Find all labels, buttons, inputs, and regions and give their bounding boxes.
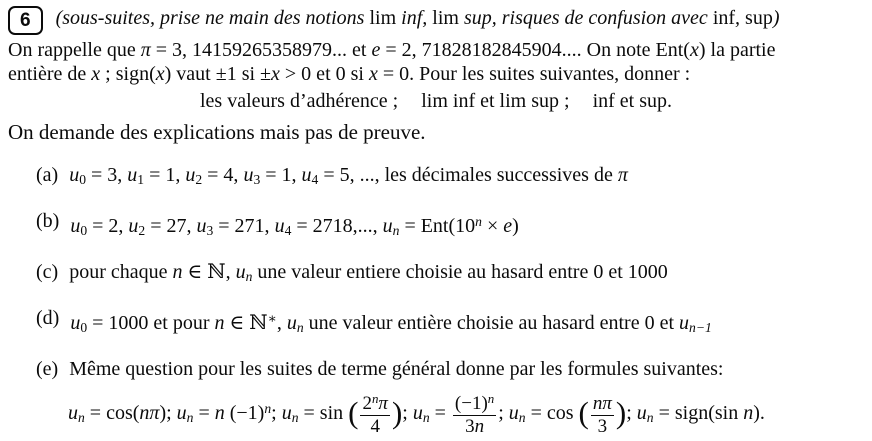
text-run: inf [396, 7, 423, 29]
intro-line-2 [8, 62, 864, 86]
text-run: sup [458, 7, 492, 29]
text-run: u [70, 312, 81, 335]
text-run: 0 [80, 320, 88, 336]
text-run: ) [512, 215, 519, 238]
text-run: u [412, 402, 423, 425]
text-run: = 1, [144, 164, 186, 186]
text-run: = 4, [202, 164, 244, 186]
text-run: ; [271, 402, 282, 425]
text-run: n [245, 269, 253, 285]
text-run: n [186, 410, 194, 426]
text-run: nπ [592, 392, 612, 414]
text-run: 4 [311, 171, 319, 187]
formulas-line [68, 386, 864, 441]
text-run: ) la partie [698, 39, 776, 61]
text-run: Même question pour les suites de terme général donne par les formules suivantes: [69, 358, 724, 381]
text-run: u [185, 164, 196, 186]
item-c-label: (c) [36, 261, 59, 284]
text-run: sup [639, 90, 668, 112]
item-b [36, 209, 864, 243]
text-run: inf [712, 7, 736, 29]
text-run: = cos [525, 402, 579, 425]
text-run: u [196, 215, 207, 238]
text-run: ( [578, 394, 589, 430]
text-run: 0 [79, 171, 86, 187]
text-run: n [474, 415, 485, 437]
text-run: 4 [370, 415, 380, 437]
text-run: = sign(sin [653, 402, 744, 425]
text-run: = 27, [145, 215, 197, 238]
fraction-numerator [453, 392, 496, 415]
text-run: lim [369, 7, 397, 29]
text-run: 4 [284, 223, 292, 239]
intro-line-1 [8, 38, 864, 62]
text-run: 0 [80, 223, 88, 239]
text-run: 3 [206, 223, 214, 239]
text-run: u [68, 402, 78, 425]
text-run: × [481, 215, 504, 238]
text-run: u [235, 261, 246, 284]
text-run: u [281, 402, 292, 425]
fraction [358, 392, 391, 437]
text-run: n [78, 410, 85, 426]
text-run: ) [772, 7, 780, 29]
text-run: e [503, 215, 513, 238]
text-run: ) vaut ±1 si ± [164, 63, 272, 85]
text-run: = 5, ..., les décimales successives de [318, 164, 618, 186]
text-run: ). [753, 402, 765, 425]
text-run: (sous-suites, prise ne main des notions [55, 7, 370, 29]
text-run: n [422, 410, 430, 426]
text-run: = 2, 71828182845904.... On note Ent( [380, 39, 690, 61]
text-run: n [291, 410, 299, 426]
exercise-number-box: 6 [8, 6, 43, 35]
text-run: inf [592, 90, 615, 112]
text-run: u [382, 215, 393, 238]
item-e [36, 357, 864, 382]
text-run: x [91, 63, 101, 85]
text-run: = 3, [86, 164, 128, 186]
text-run: = [193, 402, 215, 425]
text-run: = 271, [213, 215, 275, 238]
text-run: π [617, 164, 628, 186]
text-run: = 1, [260, 164, 302, 186]
text-run: x [155, 63, 165, 85]
text-run: u [70, 215, 81, 238]
item-c-text [69, 260, 668, 289]
text-run: 2 [195, 171, 203, 187]
text-run: > 0 et 0 si [279, 63, 369, 85]
text-run: x [368, 63, 378, 85]
text-run: = 2, [87, 215, 129, 238]
text-run: = 0. Pour les suites suivantes, donner : [377, 63, 691, 85]
text-run: n [371, 390, 379, 406]
text-run: u [508, 402, 519, 425]
text-run: x [271, 63, 280, 85]
item-d [36, 306, 864, 340]
text-run: u [679, 312, 690, 335]
text-run: (−1) [454, 392, 488, 414]
text-run: n−1 [689, 320, 712, 336]
item-d-text [70, 306, 711, 340]
text-run: et [475, 90, 500, 112]
adherence-inf-sup [593, 90, 672, 112]
text-run: π [140, 39, 151, 61]
item-b-text [70, 209, 518, 243]
text-run: ∈ ℕ [224, 312, 268, 335]
text-run: u [176, 402, 187, 425]
text-run: u [274, 215, 285, 238]
text-run: nπ [139, 402, 160, 425]
text-run: , [276, 312, 287, 335]
text-run: (−1) [224, 402, 265, 425]
text-run: ; [402, 402, 413, 425]
text-run: n [475, 213, 482, 229]
text-run: n [743, 402, 754, 425]
text-run: = cos( [84, 402, 140, 425]
text-run: = [429, 402, 451, 425]
text-run: n [264, 401, 272, 417]
text-run: π [378, 392, 388, 414]
text-run: e [371, 39, 381, 61]
text-run: , [422, 7, 433, 29]
text-run: ( [348, 394, 359, 430]
fraction [589, 394, 616, 437]
text-run: = 1000 et pour [87, 312, 215, 335]
item-e-label: (e) [36, 358, 59, 381]
text-run: = sin [298, 402, 349, 425]
item-b-label: (b) [36, 209, 60, 232]
item-a-label: (a) [36, 164, 59, 186]
text-run: une valeur entiere choisie au hasard entre 0 et 1000 [252, 261, 668, 284]
text-run: 3 [597, 415, 608, 437]
text-run: pour chaque [69, 261, 173, 284]
text-run: ; [559, 90, 570, 112]
text-run: ) [615, 394, 627, 430]
text-run: u [301, 164, 312, 186]
text-run: ); [159, 402, 177, 425]
text-run: entière de [8, 63, 92, 85]
fraction-denominator [453, 415, 496, 437]
text-run: n [214, 402, 225, 425]
text-run: On rappelle que [8, 39, 141, 61]
note-line: On demande des explications mais pas de preuve. [8, 120, 426, 144]
text-run: 1 [137, 171, 145, 187]
text-run: x [689, 39, 699, 61]
fraction-denominator [591, 415, 614, 437]
text-run: n [172, 261, 183, 284]
text-run: ) [391, 394, 403, 430]
text-run: 2 [138, 223, 146, 239]
item-c [36, 260, 864, 289]
text-run: n [487, 390, 495, 406]
text-run: et [614, 90, 640, 112]
item-a [36, 163, 864, 192]
text-run: lim sup [499, 90, 559, 112]
item-e-text [69, 357, 723, 382]
text-run: u [127, 164, 138, 186]
adherence-line [8, 89, 864, 113]
text-run: , risques de confusion avec [491, 7, 713, 29]
fraction-numerator [360, 392, 389, 415]
text-run: les valeurs d’adhérence ; [199, 90, 399, 112]
item-a-text [69, 163, 628, 192]
text-run: 3 [253, 171, 261, 187]
text-run: = 3, 14159265358979... et [150, 39, 372, 61]
text-run: n [392, 223, 400, 239]
text-run: ∗ [267, 311, 277, 327]
text-run: ; [498, 402, 509, 425]
text-run: une valeur entière choisie au hasard entre 0 et [303, 312, 680, 335]
text-run: 2 [362, 392, 372, 414]
text-run: lim [432, 7, 459, 29]
text-run: . [667, 90, 673, 112]
text-run: u [128, 215, 139, 238]
fraction-numerator [591, 394, 614, 415]
text-run: n [646, 410, 654, 426]
item-d-label: (d) [36, 307, 60, 330]
text-run: , [735, 7, 746, 29]
text-run: = Ent(10 [399, 215, 476, 238]
text-run: = 2718,..., [291, 215, 383, 238]
text-run: n [296, 320, 304, 336]
text-run: u [636, 402, 647, 425]
text-run: 3 [465, 415, 475, 437]
text-run: u [69, 164, 80, 186]
adherence-values [200, 90, 398, 112]
text-run: n [518, 410, 526, 426]
fraction [451, 392, 498, 437]
text-run: lim inf [421, 90, 476, 112]
text-run: u [243, 164, 254, 186]
adherence-liminf-limsup [421, 90, 569, 112]
fraction-denominator [360, 415, 389, 437]
text-run: ; sign( [100, 63, 156, 85]
text-run: u [286, 312, 297, 335]
exercise-title [56, 5, 780, 31]
text-run: ∈ ℕ, [182, 261, 236, 284]
text-run: sup [745, 7, 773, 29]
text-run: ; [626, 402, 637, 425]
exercise-header [8, 5, 864, 35]
text-run: n [214, 312, 225, 335]
